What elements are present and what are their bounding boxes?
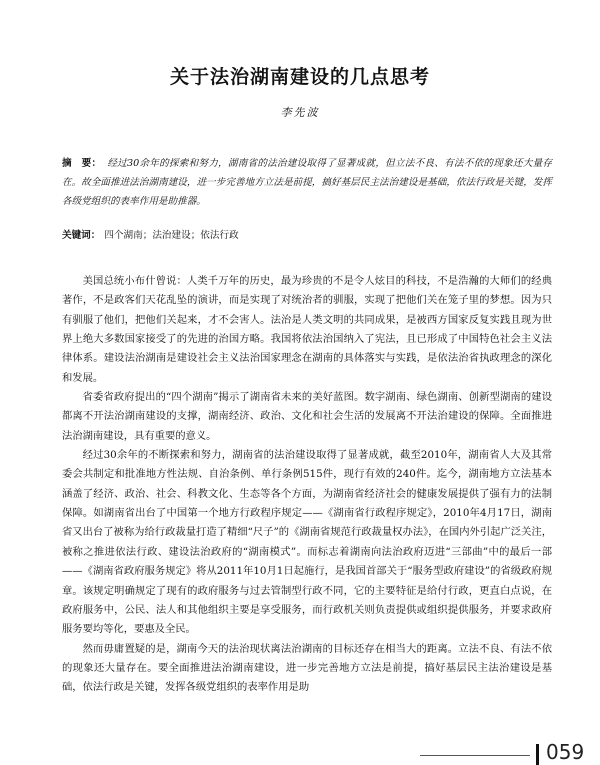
article-author: 李先波 — [280, 106, 320, 119]
page-number: 059 — [546, 740, 585, 764]
article-title: 关于法治湖南建设的几点思考 — [169, 66, 430, 88]
abstract — [62, 154, 552, 211]
body-paragraph: 美国总统小布什曾说：人类千万年的历史，最为珍贵的不是令人炫目的科技，不是浩瀚的大师们的经典著作，不是政客们天花乱坠的演讲，而是实现了对统治者的驯服，实现了把他们关在笼子里的梦想。因为只有驯服了他们，把他们关起来，才不会害人。法治是人类文明的共同成果，是被西方国家反复实践且现为世界上绝大多数国家接受了的先进的治国方略。我国将依法治国纳入了宪法，且已形成了中国特色社会主义法律体系。建设法治湖南是建设社会主义法治国家理念在湖南的具体落实与实践，是依法治省执政理念的深化和发展。 — [62, 275, 552, 384]
keywords — [62, 228, 552, 244]
article-body — [62, 272, 552, 698]
footer-rule — [420, 755, 530, 756]
body-paragraph: 经过30余年的不断探索和努力，湖南省的法治建设取得了显著成就，截至2010年，湖南省人大及其常委会共制定和批准地方性法规、自治条例、单行条例515件，现行有效的240件。迄今，湖南地方立法基本涵盖了经济、政治、社会、科教文化、生态等各个方面，为湖南省经济社会的健康发展提供了强有力的法制保障。如湖南省出台了中国第一个地方行政程序规定——《湖南省行政程序规定》，2010年4月17日，湖南省又出台了被称为给行政裁量打造了精细“尺子”的《湖南省规范行政裁量权办法》，在国内外引起广泛关注，被称之推进依法行政、建设法治政府的“湖南模式”。而标志着湖南向法治政府迈进“三部曲”中的最后一部——《湖南省政府服务规定》将从2011年10月1日起施行，是我国首部关于“服务型政府建设”的省级政府规章。该规定明确规定了现有的政府服务与过去管制型行政不同，它的主要特征是给付行政，更直白点说，在政府服务中，公民、法人和其他组织主要是享受服务，而行政机关则负责提供或组织提供服务，并要求政府服务要均等化，要惠及全民。 — [62, 449, 552, 636]
abstract-label: 摘 要： — [62, 158, 102, 169]
keywords-label: 关键词： — [62, 230, 101, 241]
keywords-text: 四个湖南；法治建设；依法行政 — [104, 230, 239, 241]
abstract-text: 经过30余年的探索和努力，湖南省的法治建设取得了显著成就，但立法不良、有法不依的现象还大量存在。故全面推进法治湖南建设，进一步完善地方立法是前提，搞好基层民主法治建设是基础，依法行政是关键，发挥各级党组织的表率作用是助推器。 — [62, 158, 553, 207]
body-paragraph: 然而毋庸置疑的是，湖南今天的法治现状离法治湖南的目标还存在相当大的距离。立法不良、有法不依的现象还大量存在。要全面推进法治湖南建设，进一步完善地方立法是前提，搞好基层民主法治建设是基础，依法行政是关键，发挥各级党组织的表率作用是助 — [62, 642, 552, 694]
footer-bar — [536, 744, 539, 765]
body-paragraph: 省委省政府提出的“四个湖南”揭示了湖南省未来的美好蓝图。数字湖南、绿色湖南、创新型湖南的建设都离不开法治湖南建设的支撑，湖南经济、政治、文化和社会生活的发展离不开法治建设的保障。全面推进法治湖南建设，具有重要的意义。 — [62, 391, 552, 442]
